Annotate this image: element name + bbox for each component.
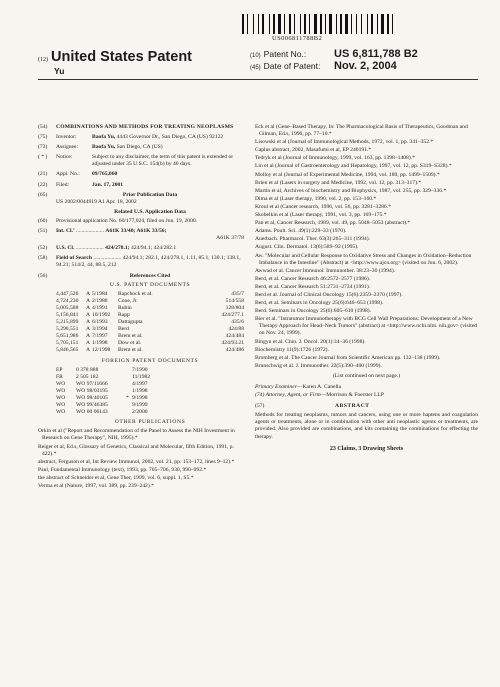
barcode-bar (351, 14, 352, 34)
publication-entry: Lin et al (Journal of Gastroenterology and Hepatology, 1997, vol. 12, pp. S319–S328).* (255, 163, 452, 170)
invention-title: COMBINATIONS AND METHODS FOR TREATING NEOPLASMS (56, 124, 234, 130)
publication-entry: Verma et al (Nature, 1997, vol. 389, pp. 239–242).* (38, 483, 154, 490)
field-label: Inventor: (56, 134, 77, 141)
abstract-text: Methods for treating neoplasms, tumors and cancers, using one or more haptens and coagulation agents or treatments, alone or in combination with other anti neoplastic agents or treatments, are provided. Also provided are combinations, and kits containing the combinations for effecting the therapy. (255, 412, 478, 440)
us-reference-row (56, 333, 244, 340)
barcode-bar (253, 14, 254, 34)
ref-number: 4,724,230 (56, 297, 79, 304)
barcode-bar (361, 14, 362, 34)
barcode (242, 14, 432, 34)
ref-name: Rapp (118, 311, 130, 318)
publication-entry: Dima et al (Laser therapy, 1990, vol. 2, pp. 153–160.* (255, 195, 377, 202)
us-reference-row (56, 312, 244, 319)
us-cl-value-rest: 424/94.1; 424/282.1 (130, 245, 177, 252)
us-reference-row (56, 298, 244, 305)
publication-entry: Bromberg et al. The Cancer Journal from Scientific American pp. 132–138 (1999). (255, 354, 441, 361)
barcode-bar (262, 14, 264, 34)
attorney-line (255, 392, 478, 399)
ref-number: WO 00 06143 (76, 409, 108, 416)
ref-date: 1/1998 (132, 387, 148, 394)
ref-kind: A (86, 340, 91, 347)
publication-entry: Berd, et al. Seminars in Oncology 25(6):646–653 (1998). (255, 300, 384, 307)
ref-date: 6/1993 (92, 319, 108, 326)
ref-country: WO (56, 387, 66, 394)
date-label: Date of Patent: (263, 61, 321, 71)
ref-name: Rubin (118, 304, 132, 311)
prior-pub-title: Prior Publication Data (122, 191, 178, 198)
inventor-short: Yu (54, 66, 65, 76)
field-label: Appl. No.: (56, 171, 80, 178)
patent-date: Nov. 2, 2004 (334, 60, 397, 72)
ref-number: 5,846,565 (56, 347, 79, 354)
foreign-reference-row (56, 388, 244, 395)
ref-kind: A (86, 319, 91, 326)
publication-entry: Berd, et al. Cancer Research 46:2572–2577 (1986). (255, 275, 371, 282)
barcode-bar (292, 14, 293, 34)
us-reference-row (56, 291, 244, 298)
references-field (38, 273, 244, 280)
barcode-bar (271, 14, 272, 34)
right-column (255, 124, 478, 453)
inventor-address: 4443 Governor Dr., San Diego, CA (US) 92122 (116, 134, 224, 141)
int-cl-field (38, 228, 244, 235)
barcode-bar (304, 14, 306, 34)
barcode-bar (302, 14, 303, 34)
barcode-number: US006811788B2 (272, 35, 323, 42)
ref-number: 2 505 182 (76, 373, 99, 380)
foreign-reference-row (56, 381, 244, 388)
barcode-bar (269, 14, 270, 34)
leader-dots: .................... (76, 228, 104, 235)
inventor-name: Baofa Yu, (92, 134, 116, 141)
barcode-bar (353, 14, 355, 34)
foreign-reference-row (56, 367, 244, 374)
publication-entry: Awwad et al. Cancer Immunol. Immunother. 38:23–30 (1994). (255, 267, 396, 274)
publication-entry: Reiger et al, Ed.s, Glossary of Genetics, Classical and Molecular, fifth Edition, 1991, p. 422).* (38, 443, 234, 457)
barcode-bar (249, 14, 252, 34)
barcode-bar (367, 14, 368, 34)
barcode-bar (260, 14, 261, 34)
ref-number: 4,447,526 (56, 290, 79, 297)
ref-number: 5,215,899 (56, 319, 79, 326)
publication-entry: Orkin et al ("Report and Recommendation of the Panel to Assess the NIH Investment in Research on Gene Therapy", NIH, 1995).* (38, 428, 235, 442)
ref-date: 11/1982 (132, 373, 151, 380)
related-title: Related U.S. Application Data (114, 208, 186, 215)
barcode-bar (247, 14, 248, 34)
field-code: (51) (38, 228, 48, 235)
field-code: (58) (38, 255, 48, 262)
ref-country: WO (56, 409, 66, 416)
prior-pub-text: US 2002/0044919 A1 Apr. 18, 2002 (56, 198, 137, 205)
barcode-bar (394, 14, 396, 34)
ref-number: 5,705,151 (56, 340, 79, 347)
assignee-name: Baofa Yu, (92, 144, 116, 151)
ref-class: 128/804 (225, 304, 244, 311)
leader-dots: .................... (75, 245, 104, 252)
publication-entry: Bingyu et al. Chin. J. Oncol. 20(1):34–36 (1998). (255, 338, 366, 345)
ref-class: 424/486 (225, 347, 244, 354)
publication-entry: Biochemistry 11(9):1726 (1972). (255, 346, 329, 353)
int-cl-value: A61K 33/40; A61K 33/56; (105, 228, 167, 235)
date-code: (45) (250, 65, 261, 71)
us-reference-row (56, 305, 244, 312)
publication-entry: abstract, Ferguson et al, Int Review Immunol, 2002, vol. 21, pp. 153–172, lines 9–12).* (38, 458, 235, 465)
ref-kind: A (86, 347, 91, 354)
us-cl-value: 424/278.1; (105, 245, 130, 252)
ref-number: 5,290,551 (56, 326, 79, 333)
application-number: 09/765,060 (92, 171, 118, 178)
publication-entry: Kroul et al (Cancer research, 1996, vol. 56, pp. 3281–3286.* (255, 203, 391, 210)
barcode-bar (242, 14, 244, 34)
barcode-bar (345, 14, 348, 34)
ref-date: 4/1997 (132, 380, 148, 387)
barcode-bar (369, 14, 370, 34)
publication-entry: Eck et al (Gene–Based Therapy, In: The Pharmacological Basis of Therapeutics, Goodman and Gilman, Ed.s, 1996, pp. 77–10.* (255, 124, 468, 138)
ref-number: 5,651,986 (56, 333, 79, 340)
barcode-bar (338, 14, 339, 34)
barcode-bar (358, 14, 360, 34)
ref-number: WO 97/11666 (76, 380, 108, 387)
us-reference-row (56, 319, 244, 326)
header-right (250, 48, 478, 72)
ref-name: Dattagupta (118, 319, 143, 326)
barcode-bar (356, 14, 357, 34)
provisional-field (38, 218, 244, 225)
ref-class: 514/558 (225, 297, 244, 304)
barcode-bar (278, 14, 281, 34)
barcode-bar (363, 14, 366, 34)
barcode-bar (314, 14, 317, 34)
us-reference-row (56, 326, 244, 333)
field-label: Notice: (56, 154, 73, 161)
abstract-heading (255, 403, 478, 410)
attorney-name: —Morrison & Foerster LLP (320, 392, 384, 399)
publication-entry: Berd. Seminars in Oncology 25(6):605–610 (1998). (255, 308, 372, 315)
ref-kind: A (86, 311, 91, 318)
application-field (38, 171, 244, 178)
us-reference-row (56, 347, 244, 354)
ref-date: 9/1998 (132, 395, 148, 401)
patent-no-label: Patent No.: (263, 49, 307, 59)
country-code: (12) (38, 57, 48, 63)
assignee-field (38, 144, 244, 151)
field-label: Assignee: (56, 144, 79, 151)
publication-entry: Auerbach. Pharmacol. Ther. 63(3):265–311 (1994). (255, 236, 370, 243)
publication-entry: the abstract of Schneider et al, Gene Ther, 1999, vol. 6, suppl. 1, S5.* (38, 474, 194, 481)
barcode-bar (307, 14, 308, 34)
barcode-bar (300, 14, 301, 34)
field-code: (52) (38, 245, 48, 252)
other-pubs-title: OTHER PUBLICATIONS (114, 419, 186, 426)
barcode-bar (327, 14, 328, 34)
barcode-bar (325, 14, 326, 34)
barcode-bar (336, 14, 337, 34)
publication-entry: Bier et al. "Intratumor Immunotherapy with BCG Cell Wall Preparations: Development of a New Therapy Approach for Head–Neck Tumors" (abstract) at <http://www.ncbi.nlm. nih.gov> (visited on Nov. 24, 1999). (255, 316, 478, 337)
title-field (38, 124, 244, 131)
field-of-search-value: 424/94.1; 282.1, 424/278.1, 1.11, 85.1, 130.1; 138.1, 94.21; 514/2, 44, 88.5, 212 (56, 255, 241, 269)
examiner-label: Primary Examiner (255, 384, 297, 390)
foreign-reference-row (56, 402, 244, 409)
barcode-bar (284, 14, 285, 34)
ref-name: Cone, Jr. (118, 297, 138, 304)
notice-field (38, 154, 244, 168)
barcode-bar (286, 14, 288, 34)
ref-country: WO (56, 380, 66, 387)
ref-number: 0 378 888 (76, 366, 99, 373)
barcode-bar (289, 14, 291, 34)
ref-kind: A (86, 333, 91, 340)
ref-number: 5,005,588 (56, 304, 79, 311)
barcode-bar (329, 14, 332, 34)
barcode-bar (371, 14, 373, 34)
barcode-bar (343, 14, 344, 34)
field-label: Filed: (56, 181, 70, 188)
assignee-address: San Diego, CA (US) (116, 144, 163, 151)
field-code: (73) (38, 144, 48, 151)
ref-number: 5,156,841 (56, 311, 79, 318)
ref-date: 12/1998 (92, 347, 111, 354)
ref-number: WO 98/40105 (76, 395, 108, 401)
field-code: (60) (38, 217, 48, 224)
barcode-bar (294, 14, 295, 34)
filed-date: Jan. 17, 2001 (92, 181, 124, 188)
field-label: U.S. Cl. (56, 245, 75, 252)
field-label: Int. Cl.⁷ (56, 228, 75, 235)
publication-entry: Lisowski et al (Journal of Immunological Methods, 1972, vol. 1, pp. 341–352.* (255, 139, 434, 146)
leader-dots: .................... (93, 255, 122, 262)
examiner-line (255, 384, 478, 391)
provisional-text: Provisional application No. 60/177,024, filed on Jun. 19, 2000. (56, 217, 198, 224)
ref-class: 424/277.1 (221, 311, 244, 318)
ref-kind: A (86, 297, 91, 304)
us-references-list (38, 291, 244, 355)
other-publications-left (38, 428, 244, 490)
barcode-bar (323, 14, 324, 34)
barcode-bar (255, 14, 257, 34)
ref-class: 435/6 (231, 319, 244, 326)
barcode-bar (333, 14, 335, 34)
publication-entry: Brien et al (Lasers in surgery and Medicine, 1992, vol. 12, pp. 313–317).* (255, 179, 422, 186)
field-code: (57) (255, 403, 265, 410)
continued-note: (List continued on next page.) (332, 372, 401, 379)
ref-kind: A (86, 290, 91, 297)
ref-class: 424/484 (225, 333, 244, 340)
ref-star: * (126, 395, 129, 401)
ref-name: Brem et al. (118, 333, 143, 340)
notice-text: Subject to any disclaimer, the term of this patent is extended or adjusted under 35 U.S.C. 154(b) by 40 days. (92, 154, 234, 168)
header-rule (38, 79, 478, 80)
ref-class: 424/88 (228, 326, 244, 333)
barcode-bar (349, 14, 350, 34)
ref-date: 4/1991 (92, 304, 108, 311)
us-cl-field (38, 245, 244, 252)
us-docs-title: U.S. PATENT DOCUMENTS (109, 281, 191, 288)
ref-name: Brem et al. (118, 347, 143, 354)
barcode-bar (390, 14, 391, 34)
publication-entry: Molloy et al (Journal of Experimental Medicine, 1994, vol. 180, pp. 1499–1509).* (255, 171, 440, 178)
barcode-bar (392, 14, 393, 34)
field-code: ( * ) (38, 154, 48, 161)
patent-number: US 6,811,788 B2 (334, 48, 418, 60)
attorney-label: (74) Attorney, Agent, or Firm (255, 392, 321, 399)
ref-country: WO (56, 402, 66, 409)
us-reference-row (56, 340, 244, 347)
ref-number: WO 99/46385 (76, 402, 108, 409)
publication-entry: Brunschwig et al. J. Immunother. 22(5):390–400 (1999). (255, 362, 382, 369)
barcode-bar (258, 14, 259, 34)
document-title: United States Patent (51, 49, 192, 65)
ref-date: 3/1994 (92, 326, 108, 333)
field-of-search (38, 255, 244, 269)
publication-entry: Berd, et al. Cancer Research 51:2731–2734 (1991). (255, 283, 371, 290)
header-left (38, 48, 238, 76)
ref-date: 1/1998 (92, 340, 108, 347)
ref-class: 424/93.21 (221, 340, 244, 347)
barcode-bar (318, 14, 319, 34)
foreign-reference-row (56, 374, 244, 381)
foreign-references-list (38, 367, 244, 417)
barcode-bar (276, 14, 277, 34)
field-code: (65) (38, 191, 48, 198)
barcode-bar (273, 14, 275, 34)
publication-entry: Aw. "Molecular and Cellular Response to Oxidative Stress and Changes in Oxidation–Reduction Imbalance in the Intestine" (Abstract) at <http://www.ajcn.org> (visited on Jun. 6, 2002). (255, 252, 472, 266)
ref-kind: A (86, 304, 91, 311)
barcode-bar (385, 14, 386, 34)
barcode-bar (381, 14, 384, 34)
ref-date: 7/1997 (92, 333, 108, 340)
field-code: (75) (38, 134, 48, 141)
publication-entry: Skobelkin et al (Laser therapy, 1991, vol. 3, pp. 169–175.* (255, 212, 387, 219)
barcode-bar (340, 14, 342, 34)
filed-field (38, 182, 244, 189)
publication-entry: Martin et al, Archives of biochemistry and Biophysics, 1987, vol. 255, pp. 329–336.* (255, 187, 447, 194)
barcode-bar (377, 14, 378, 34)
ref-number: WO 98/03195 (76, 387, 108, 394)
barcode-bar (265, 14, 268, 34)
barcode-bar (320, 14, 322, 34)
barcode-bar (296, 14, 299, 34)
foreign-reference-row (56, 395, 244, 402)
ref-kind: A (86, 326, 91, 333)
publication-entry: Caplus abstract, 2002, Masafumi et al, EP 240191.* (255, 147, 372, 154)
field-code: (21) (38, 171, 48, 178)
patent-no-code: (10) (250, 53, 261, 59)
field-code: (22) (38, 181, 48, 188)
ref-country: FR (56, 373, 63, 380)
claims-summary: 23 Claims, 3 Drawing Sheets (329, 445, 404, 452)
field-code: (54) (38, 124, 48, 130)
ref-date: 2/2000 (132, 409, 148, 416)
ref-name: Rapchock et al. (118, 290, 153, 297)
barcode-bar (387, 14, 389, 34)
publication-entry: Tedryk et al (Journal of Immunology, 1999, vol. 163, pp. 1398–1408).* (255, 155, 415, 162)
ref-country: WO (56, 395, 66, 401)
prior-pub-field (38, 192, 244, 199)
abstract-title: ABSTRACT (335, 403, 370, 410)
left-column (38, 124, 244, 491)
ref-date: 2/1988 (92, 297, 108, 304)
publication-entry: August. Clin. Dermatol. 13(6):589–92 (1995). (255, 244, 359, 251)
barcode-bar (282, 14, 283, 34)
publication-entry: Pan et al, Cancer Research, 1989, vol. 49, pp. 5048–5053 (abstract).* (255, 220, 411, 227)
barcode-bar (309, 14, 310, 34)
int-cl-value-2: A61K 37/78 (216, 235, 244, 242)
publication-entry: Berd et al. Journal of Clinical Oncology 15(6):2359–2370 (1997). (255, 291, 403, 298)
ref-name: Dow et al. (118, 340, 142, 347)
ref-name: Berd (118, 326, 129, 333)
foreign-reference-row (56, 409, 244, 416)
ref-country: EP (56, 366, 63, 373)
ref-date: 5/1984 (92, 290, 108, 297)
publication-entry: Paul, Fundamental Immunology (text), 1993, pp. 705–706, 930, 990–992.* (38, 466, 207, 473)
other-publications-right (255, 124, 478, 370)
barcode-bar (245, 14, 246, 34)
barcode-bar (311, 14, 313, 34)
ref-date: 10/1992 (92, 311, 111, 318)
field-code: (56) (38, 272, 48, 279)
foreign-docs-title: FOREIGN PATENT DOCUMENTS (101, 357, 199, 364)
barcode-bar (374, 14, 376, 34)
publication-entry: Adams. Poult. Sci. 49(1):229–33 (1970). (255, 228, 347, 235)
examiner-name: —Karen A. Canella (296, 384, 342, 390)
barcode-bar (379, 14, 380, 34)
references-title: References Cited (129, 272, 171, 279)
ref-class: 435/7 (231, 290, 244, 297)
field-label: Field of Search (56, 255, 92, 262)
ref-date: 9/1999 (132, 402, 148, 409)
ref-date: 7/1990 (132, 366, 148, 373)
inventor-field (38, 134, 244, 141)
